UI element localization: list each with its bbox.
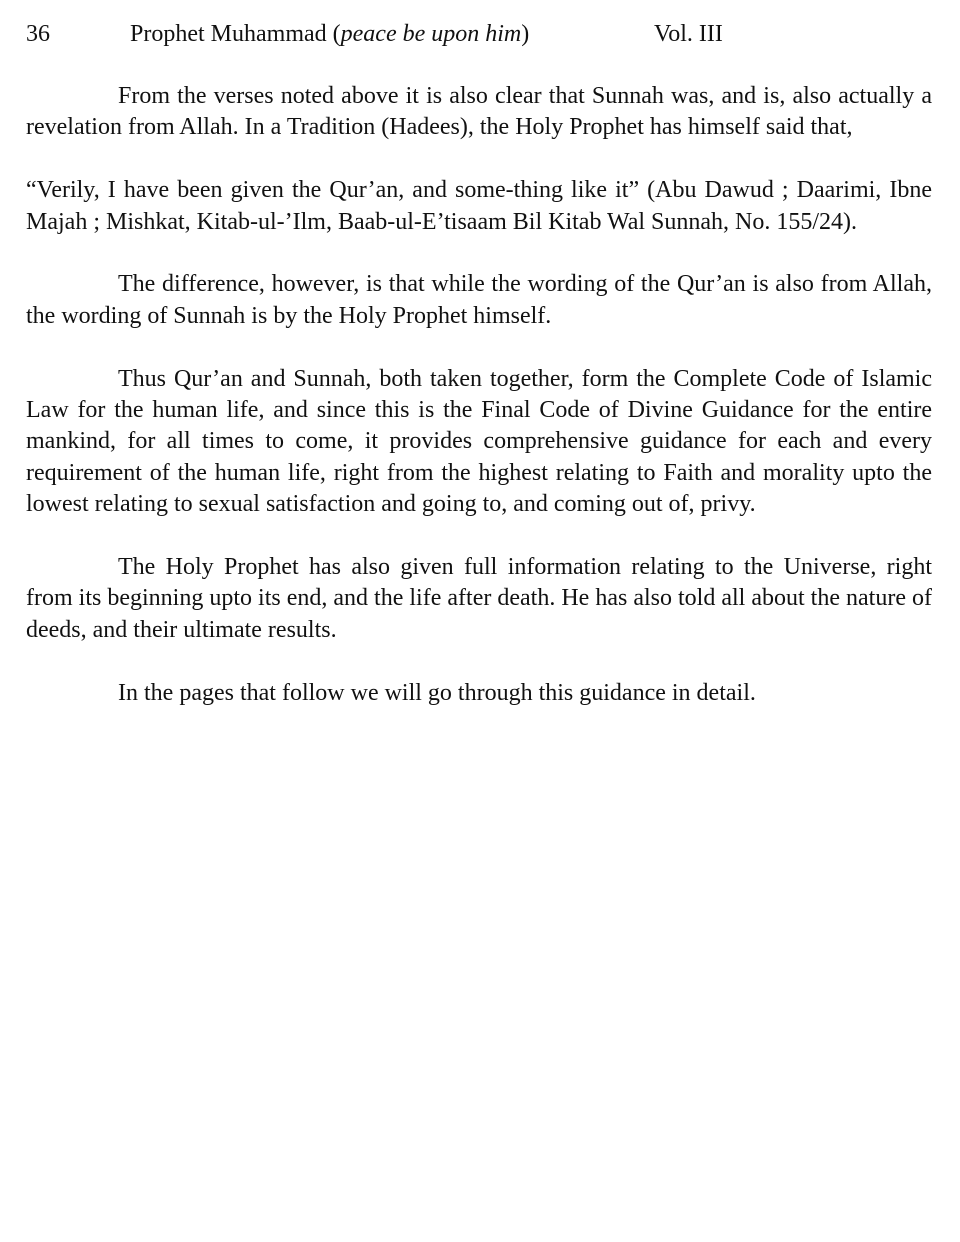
book-title-honorific: peace be upon him (340, 21, 522, 47)
paragraph-complete-code: Thus Qur’an and Sunnah, both taken together, form the Complete Code of Islamic Law for the human life, and since this is the Final Code of Divine Guidance for the entire mankind, for all times to come, it provides comprehensive guidance for each and every requirement of the human life, right from the highest relating to Faith and morality upto the lowest relating to sexual satisfaction and going to, and coming out of, privy. (26, 365, 932, 518)
running-header (26, 14, 932, 54)
book-title-close: ) (521, 21, 530, 47)
body-text (26, 81, 932, 709)
paragraph-sunnah-revelation: From the verses noted above it is also clear that Sunnah was, and is, also actually a revelation from Allah. In a Tradition (Hadees), the Holy Prophet has himself said that, (26, 83, 932, 141)
paragraph-wording-difference: The difference, however, is that while the wording of the Qur’an is also from Allah, the wording of Sunnah is by the Holy Prophet himself. (26, 271, 932, 329)
book-title-main: Prophet Muhammad ( (130, 21, 341, 47)
paragraph-hadith-quote: “Verily, I have been given the Qur’an, and some-thing like it” (Abu Dawud ; Daarimi, Ibne Majah ; Mishkat, Kitab-ul-’Ilm, Baab-ul-E’tisaam Bil Kitab Wal Sunnah, No. 155/24). (26, 177, 932, 235)
volume-label: Vol. III (654, 21, 723, 47)
book-title (130, 14, 529, 54)
document-page (26, 14, 932, 740)
paragraph-universe-information: The Holy Prophet has also given full information relating to the Universe, right from its beginning upto its end, and the life after death. He has also told all about the nature of deeds, and their ultimate results. (26, 554, 932, 643)
page-number: 36 (26, 21, 50, 47)
paragraph-closing: In the pages that follow we will go through this guidance in detail. (118, 679, 756, 706)
